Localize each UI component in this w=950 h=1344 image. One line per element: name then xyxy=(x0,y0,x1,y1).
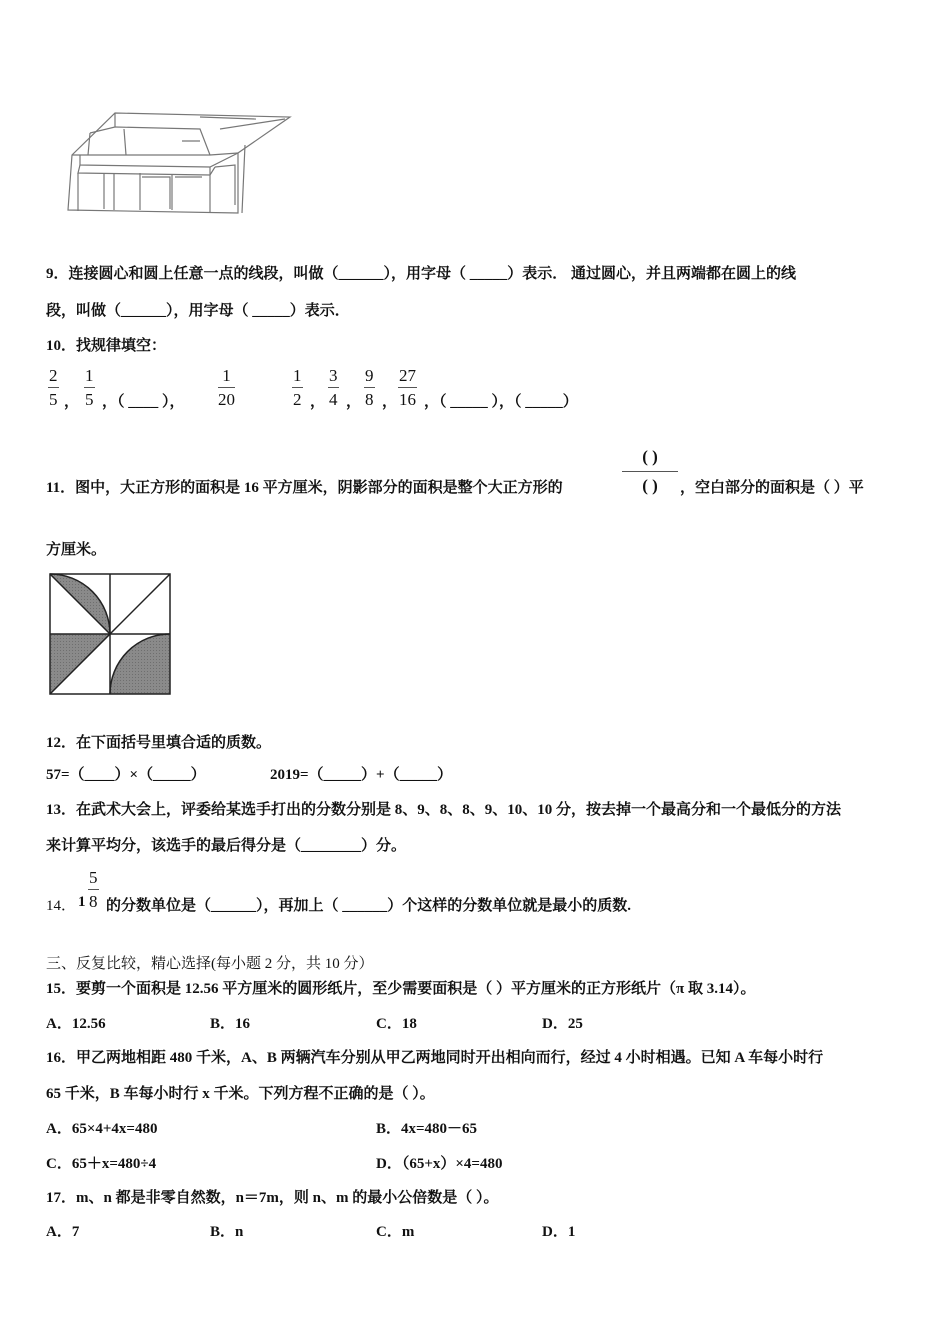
q15-option-b[interactable]: B．16 xyxy=(210,1016,251,1032)
q13-line1: 13．在武术大会上，评委给某选手打出的分数分别是 8、9、8、8、9、10、10 分，按去掉一个最高分和一个最低分的方法 xyxy=(46,802,842,818)
q10-seqA-frac-3: 1 20 xyxy=(218,366,235,409)
q17-option-d[interactable]: D．1 xyxy=(542,1224,576,1240)
q14-text: 的分数单位是（______），再加上（ ______）个这样的分数单位就是最小的质数. xyxy=(106,898,632,914)
q10-sep: ， xyxy=(64,394,80,410)
q9-line1: 9．连接圆心和圆上任意一点的线段，叫做（______），用字母（ _____）表示． 通过圆心，并且两端都在圆上的线 xyxy=(46,266,797,282)
q9-line2: 段，叫做（______），用字母（ _____）表示． xyxy=(46,303,350,319)
q16-line2: 65 千米，B 车每小时行 x 千米。下列方程不正确的是（ ）。 xyxy=(46,1086,435,1102)
q14-whole: 1 xyxy=(78,894,86,910)
q16-line1: 16．甲乙两地相距 480 千米，A、B 两辆汽车分别从甲乙两地同时开出相向而行，经过 4 小时相遇。已知 A 车每小时行 xyxy=(46,1050,824,1066)
q15-option-a[interactable]: A．12.56 xyxy=(46,1016,106,1032)
q12-left: 57=（____）×（_____） xyxy=(46,767,206,783)
q17-option-a[interactable]: A．7 xyxy=(46,1224,80,1240)
q17-option-c[interactable]: C．m xyxy=(376,1224,415,1240)
q17-stem: 17．m、n 都是非零自然数，n＝7m，则 n、m 的最小公倍数是（ ）。 xyxy=(46,1190,499,1206)
q10-seqB-frac-1: 1 2 xyxy=(293,366,302,409)
box-sketch-figure xyxy=(60,105,295,220)
q14-fraction: 5 8 xyxy=(89,868,98,911)
q11-line2: 方厘米。 xyxy=(46,542,107,558)
q16-option-a[interactable]: A．65×4+4x=480 xyxy=(46,1121,158,1137)
q11-blank-fraction[interactable]: ( ) ( ) xyxy=(622,447,678,496)
q10-seqA-frac-2: 1 5 xyxy=(85,366,94,409)
q16-option-d[interactable]: D．（65+x）×4=480 xyxy=(376,1156,503,1172)
q16-option-c[interactable]: C．65＋x=480÷4 xyxy=(46,1156,157,1172)
q11-line1-after: ，空白部分的面积是（ ）平 xyxy=(680,480,864,496)
q10-seqA-frac-1: 2 5 xyxy=(49,366,58,409)
q15-option-c[interactable]: C．18 xyxy=(376,1016,417,1032)
q10-seqB-frac-3: 9 8 xyxy=(365,366,374,409)
q16-option-b[interactable]: B．4x=480－65 xyxy=(376,1121,478,1137)
section3-heading: 三、反复比较，精心选择(每小题 2 分，共 10 分） xyxy=(46,956,374,972)
q17-option-b[interactable]: B．n xyxy=(210,1224,244,1240)
q10-seqB-frac-2: 3 4 xyxy=(329,366,338,409)
square-shaded-figure xyxy=(48,572,172,696)
q15-stem: 15．要剪一个面积是 12.56 平方厘米的圆形纸片，至少需要面积是（ ）平方厘米的正方形纸片（π 取 3.14）。 xyxy=(46,981,756,997)
q10-seqA-blank: ，（ ____ ）， xyxy=(102,394,185,410)
q12-right: 2019=（_____）+（_____） xyxy=(270,767,453,783)
q12-title: 12．在下面括号里填合适的质数。 xyxy=(46,735,272,751)
q15-option-d[interactable]: D．25 xyxy=(542,1016,583,1032)
q11-line1-before: 11．图中，大正方形的面积是 16 平方厘米，阴影部分的面积是整个大正方形的 xyxy=(46,480,563,496)
q13-line2: 来计算平均分，该选手的最后得分是（________）分。 xyxy=(46,838,407,854)
q10-seqB-tail: ，（ _____ ），（ _____） xyxy=(424,394,578,410)
q10-title: 10．找规律填空： xyxy=(46,338,167,354)
q14-prefix: 14． xyxy=(46,898,77,914)
q10-seqB-frac-4: 27 16 xyxy=(399,366,416,409)
